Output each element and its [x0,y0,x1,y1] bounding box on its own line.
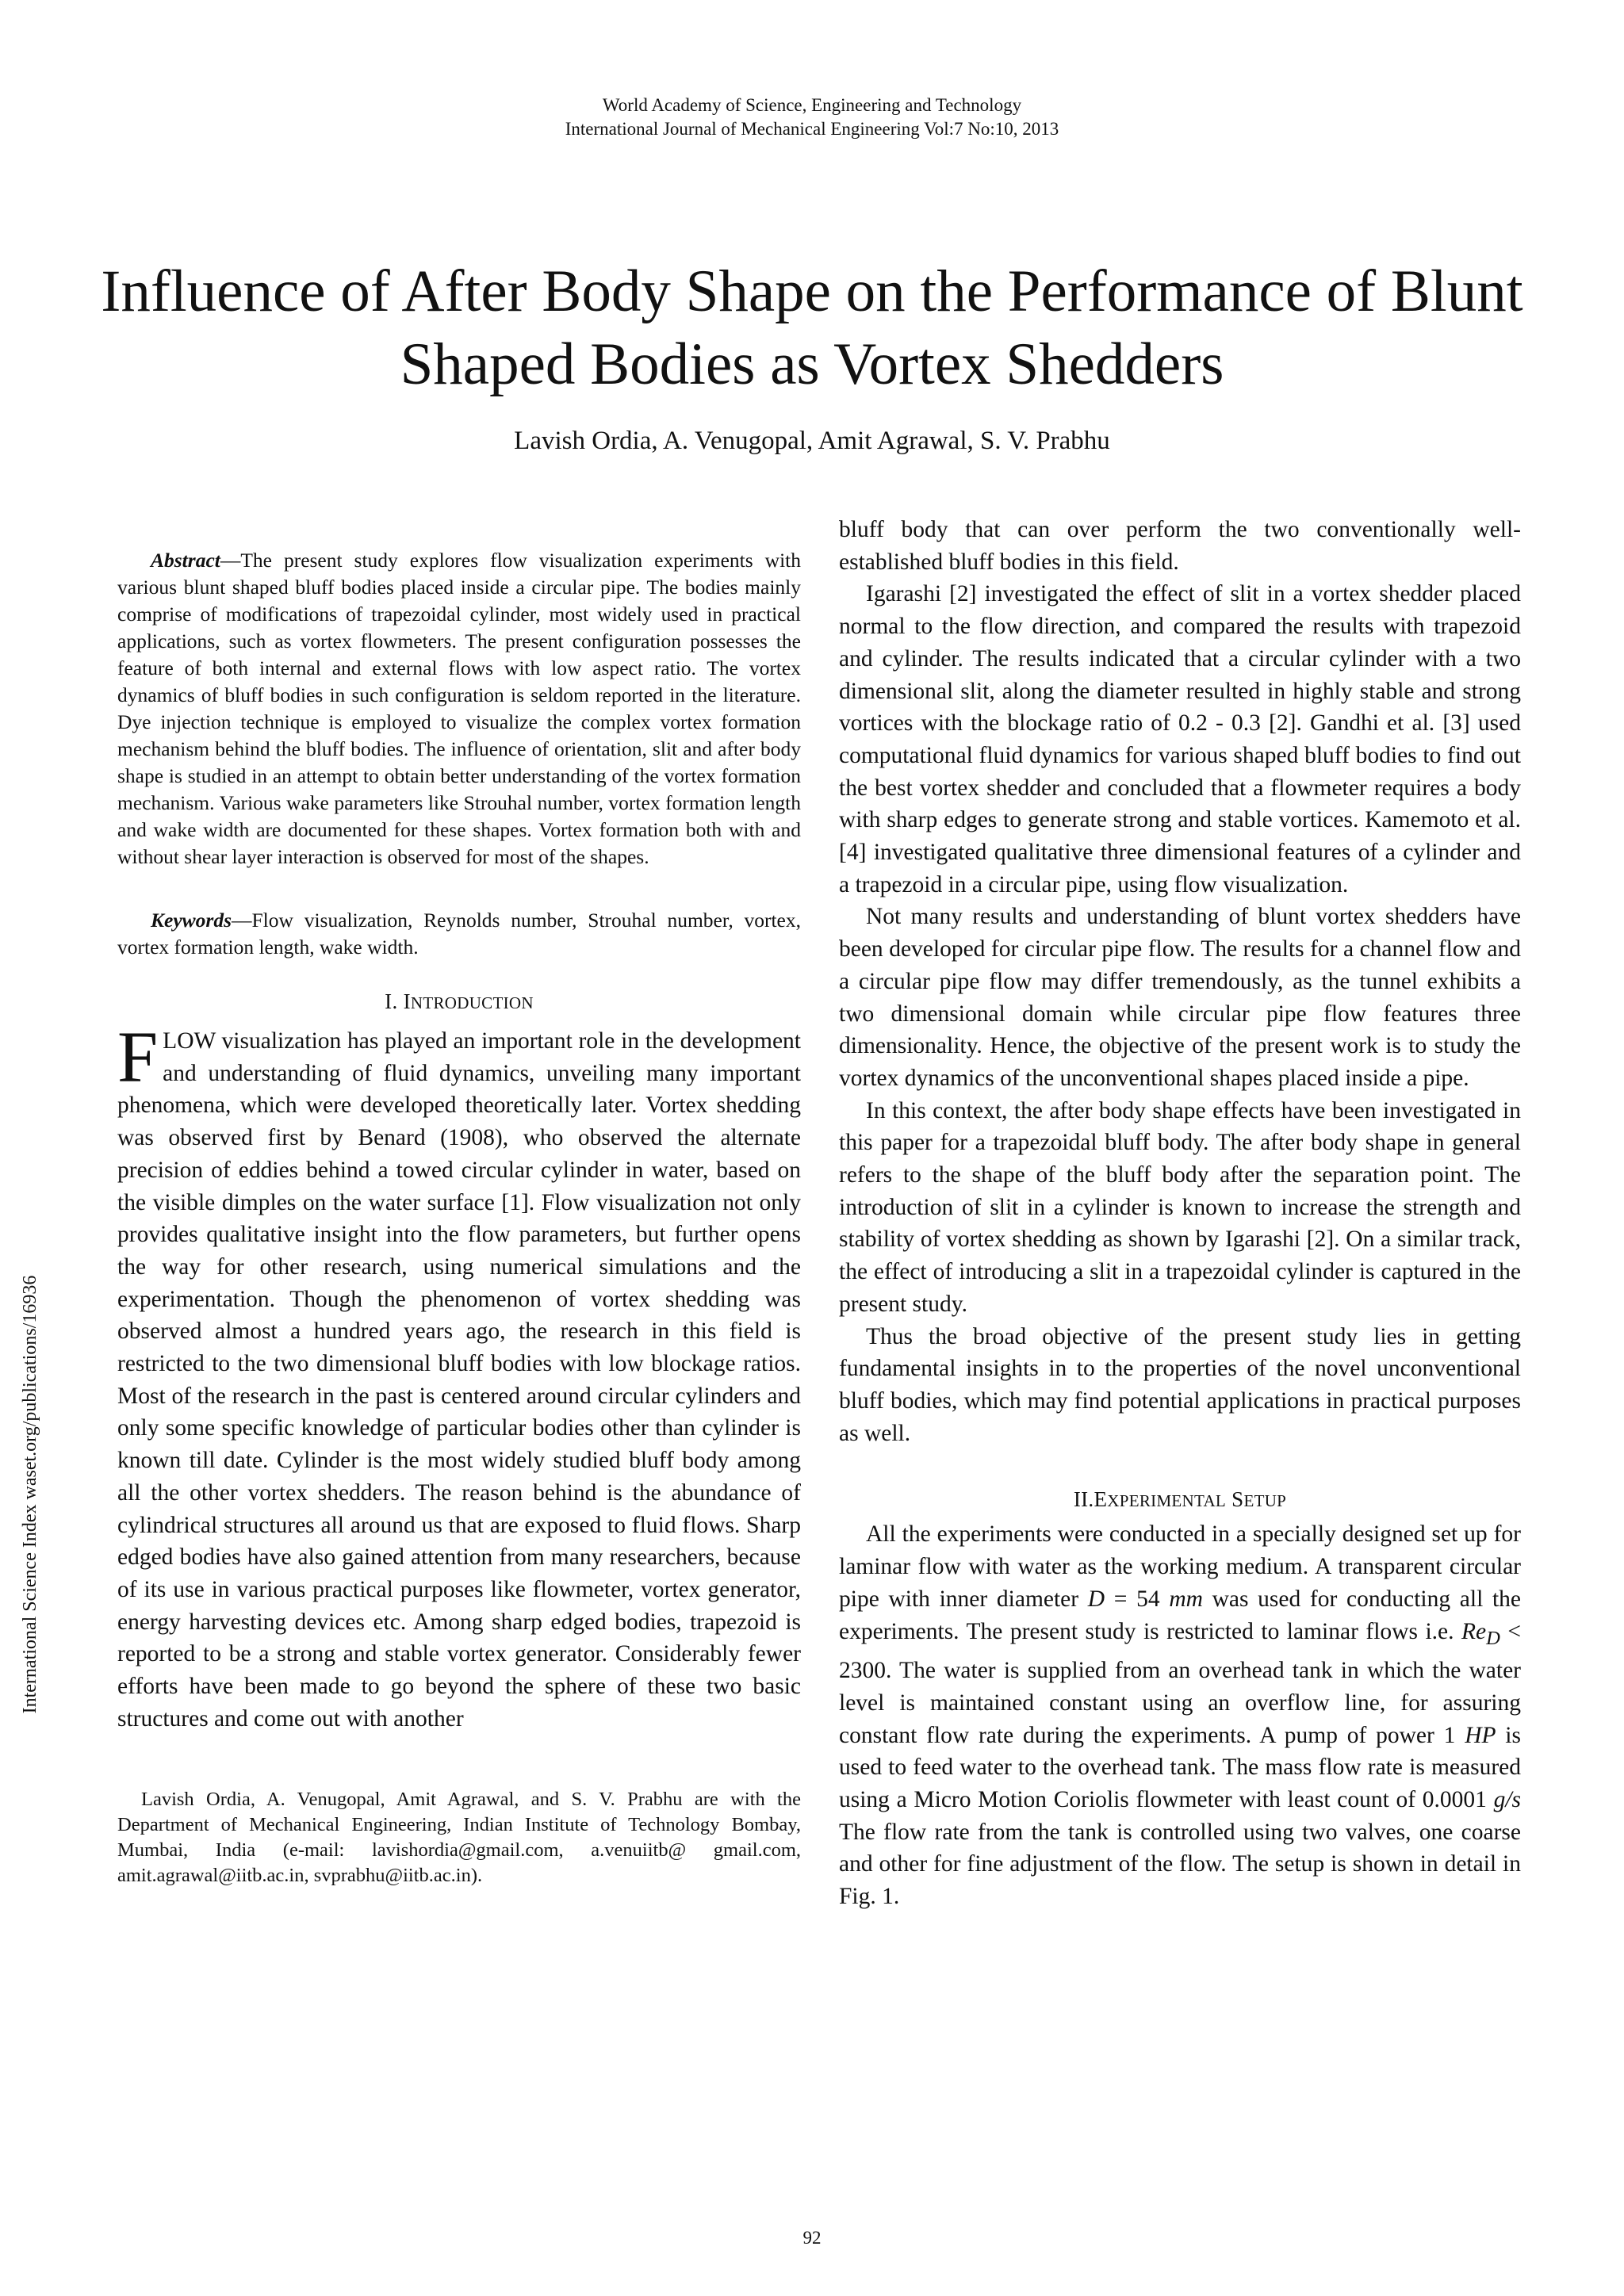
author-affiliation-footnote: Lavish Ordia, A. Venugopal, Amit Agrawal, and S. V. Prabhu are with the Department of Mechanical Engineering, Indian Institute of Technology Bombay, Mumbai, India (e-mail: lavishordia@gmail.com, a.venuiitb@ gmail.com, amit.agrawal@iitb.ac.in, svprabhu@iitb.ac.in). [117,1789,801,1887]
journal-header [0,94,1624,141]
keywords-label: Keywords [151,909,232,932]
journal-header-line-2: International Journal of Mechanical Engineering Vol:7 No:10, 2013 [565,119,1059,139]
paragraph-after-body: In this context, the after body shape effects have been investigated in this paper for a trapezoidal bluff body. The after body shape in general refers to the shape of the bluff body after the separation point. The introduction of slit in a cylinder is known to increase the strength and stability of vortex shedding as shown by Igarashi [2]. On a similar track, the effect of introducing a slit in a trapezoidal cylinder is captured in the present study. [839,1097,1521,1317]
abstract-label: Abstract [151,549,220,572]
right-column [839,514,1521,1913]
paragraph-pipe-flow: Not many results and understanding of blunt vortex shedders have been developed for circular pipe flow. The results for a channel flow and a circular pipe flow may differ tremendously, as the tunnel exhibits a two dimensional domain while circular pipe flow features three dimensionality. Hence, the objective of the present work is to study the vortex dynamics of the unconventional shapes placed inside a pipe. [839,904,1521,1091]
keywords-text: —Flow visualization, Reynolds number, Strouhal number, vortex, vortex formation length, wake width. [117,909,801,959]
paper-title: Influence of After Body Shape on the Performance of Blunt Shaped Bodies as Vortex Shedders [101,258,1523,397]
paragraph-objective: Thus the broad objective of the present study lies in getting fundamental insights in to the properties of the novel unconventional bluff bodies, which may find potential applications in practical purposes as well. [839,1323,1521,1446]
journal-header-line-1: World Academy of Science, Engineering and Technology [602,95,1022,115]
left-column [117,547,801,1888]
section-heading-introduction: I. INTRODUCTION [385,989,534,1013]
keywords-paragraph [117,907,801,961]
page-number: 92 [802,2228,822,2248]
paragraph-setup: All the experiments were conducted in a specially designed set up for laminar flow with water as the working medium. A transparent circular pipe with inner diameter D = 54 mm was used for conducting all the experiments. The present study is restricted to laminar flows i.e. $Re_D < 2300$. The water is supplied from an overhead tank in which the water level is maintained constant using an overflow line, for assuring constant flow rate during the experiments. A pump of power 1 HP is used to feed water to the overhead tank. The mass flow rate is measured using a Micro Motion Coriolis flowmeter with least count of 0.0001 g/s The flow rate from the tank is controlled using two valves, one coarse and other for fine adjustment of the flow. The setup is shown in detail in Fig. 1. [839,1521,1521,1910]
section-heading-experimental-setup: II.EXPERIMENTAL SETUP [1073,1487,1287,1512]
introduction-paragraph [117,1016,801,1735]
drop-cap: F [117,1016,159,1097]
side-index-label: International Science Index waset.org/publications/16936 [20,1275,40,1714]
paragraph-igarashi: Igarashi [2] investigated the effect of slit in a vortex shedder placed normal to the flow direction, and compared the results with trapezoid and cylinder. The results indicated that a circular cylinder with a two dimensional slit, along the diameter resulted in highly stable and strong vortices with the blockage ratio of 0.2 - 0.3 [2]. Gandhi et al. [3] used computational fluid dynamics for various shaped bluff bodies to find out the best vortex shedder and concluded that a flowmeter requires a body with sharp edges to generate strong and stable vortices. Kamemoto et al. [4] investigated qualitative three dimensional features of a cylinder and a trapezoid in a circular pipe, using flow visualization. [839,581,1521,897]
continued-paragraph: bluff body that can over perform the two conventionally well-established bluff bodies in this field. [839,517,1521,575]
introduction-text: LOW visualization has played an important role in the development and understanding of fluid dynamics, unveiling many important phenomena, which were developed theoretically later. Vortex shedding was observed first by Benard (1908), who observed the alternate precision of eddies behind a towed circular cylinder in water, based on the visible dimples on the water surface [1]. Flow visualization not only provides qualitative insight into the flow parameters, but further opens the way for other research, using numerical simulations and the experimentation. Though the phenomenon of vortex shedding was observed almost a hundred years ago, the research in this field is restricted to the two dimensional bluff bodies with low blockage ratios. Most of the research in the past is centered around circular cylinders and only some specific knowledge of particular bodies other than cylinder is known till date. Cylinder is the most widely studied bluff body among all the other vortex shedders. The reason behind is the abundance of cylindrical structures all around us that are exposed to fluid flows. Sharp edged bodies have also gained attention from many researchers, because of its use in various practical purposes like flowmeter, vortex generator, energy harvesting devices etc. Among sharp edged bodies, trapezoid is reported to be a strong and stable vortex generator. Considerably fewer efforts have been made to go beyond the sphere of these two basic structures and come out with another [117,1028,801,1732]
author-list: Lavish Ordia, A. Venugopal, Amit Agrawal, S. V. Prabhu [514,427,1110,455]
abstract-text: —The present study explores flow visualization experiments with various blunt shaped bluff bodies placed inside a circular pipe. The bodies mainly comprise of modifications of trapezoidal cylinder, most widely used in practical applications, such as vortex flowmeters. The present configuration possesses the feature of both internal and external flows with low aspect ratio. The vortex dynamics of bluff bodies in such configuration is seldom reported in the literature. Dye injection technique is employed to visualize the complex vortex formation mechanism behind the bluff bodies. The influence of orientation, slit and after body shape is studied in an attempt to obtain better understanding of the vortex formation mechanism. Various wake parameters like Strouhal number, vortex formation length and wake width are documented for these shapes. Vortex formation both with and without shear layer interaction is observed for most of the shapes. [117,549,801,868]
abstract-paragraph [117,547,801,871]
